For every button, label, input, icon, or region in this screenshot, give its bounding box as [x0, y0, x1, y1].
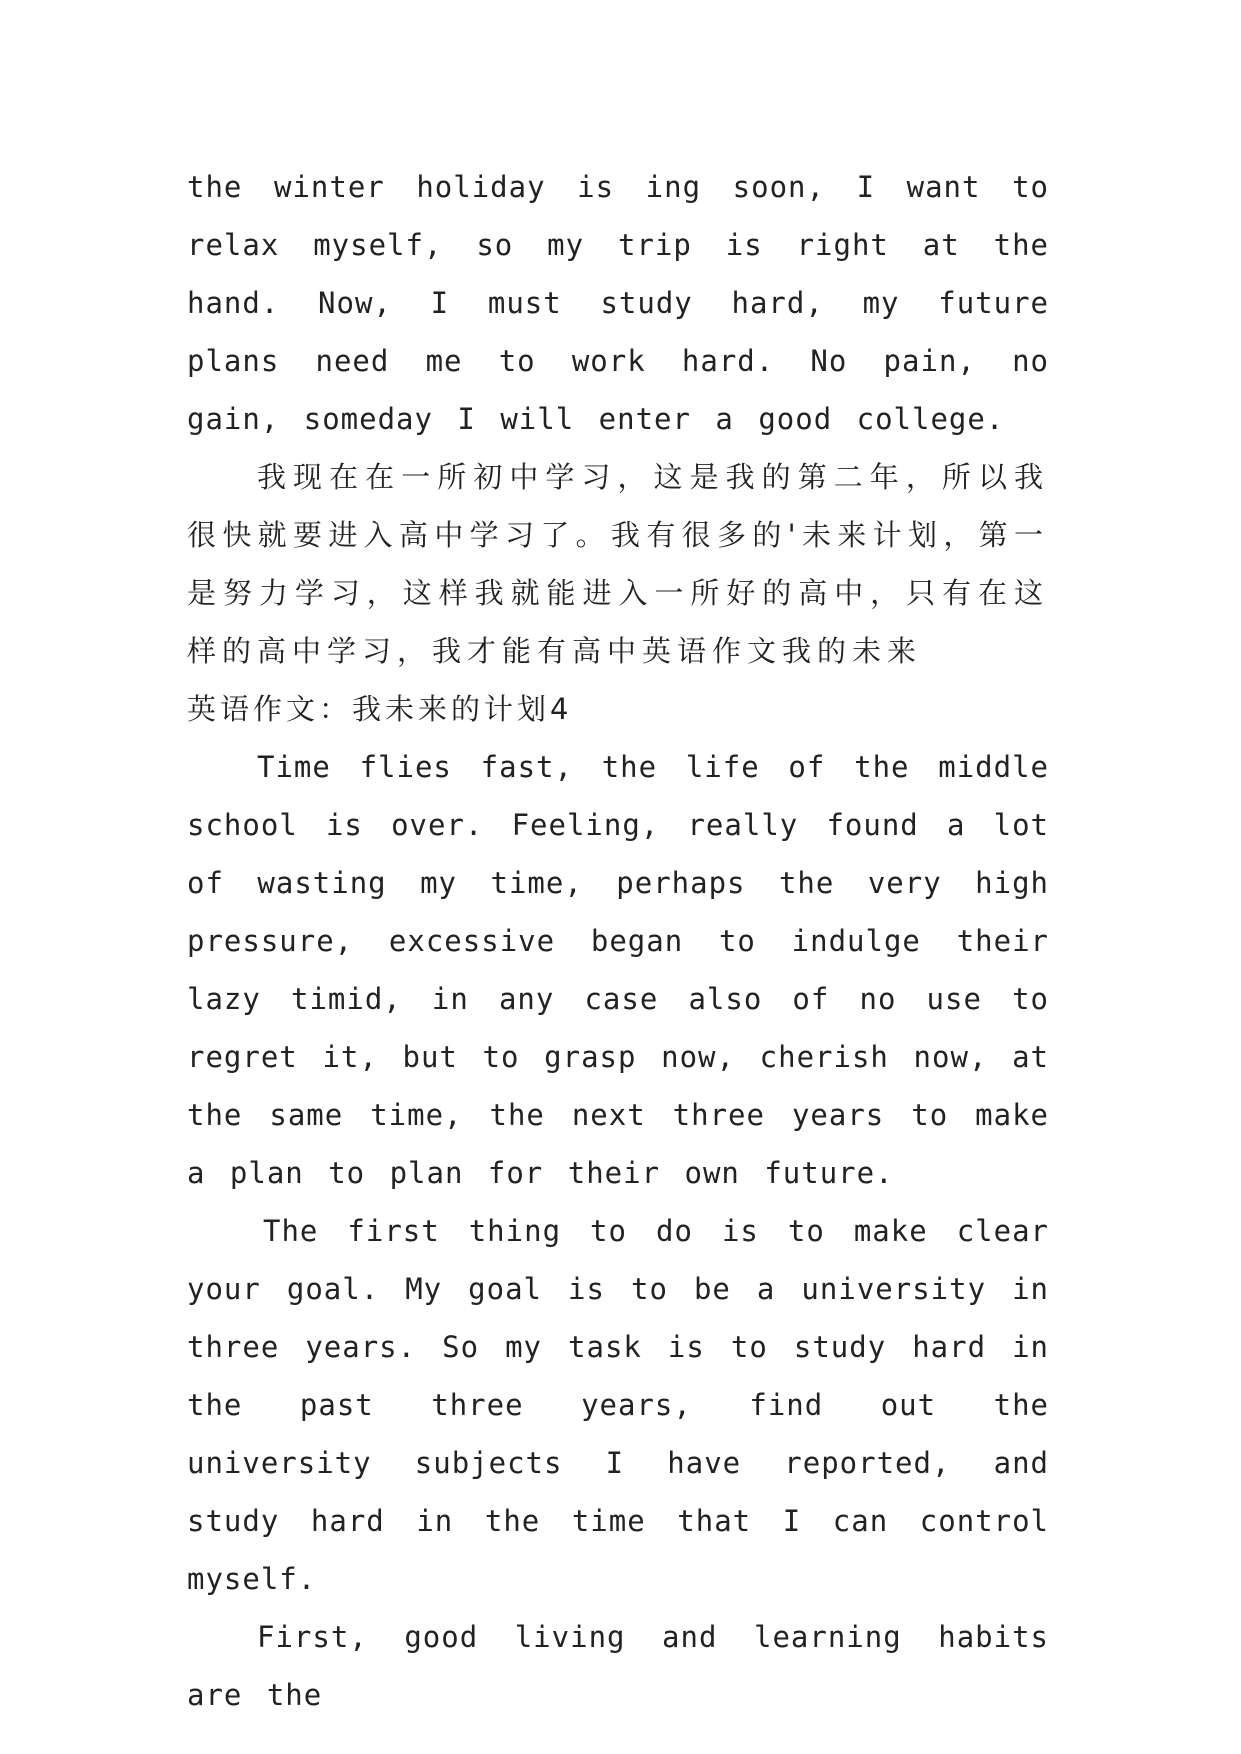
document-body [187, 158, 1049, 1724]
section-heading: 英语作文：我未来的计划4 [187, 692, 573, 726]
paragraph-good-habits: First, good living and learning habits are the [187, 1620, 1049, 1712]
paragraph-time-flies: Time flies fast, the life of the middle school is over. Feeling, really found a lot of wasting my time, perhaps the very high pressure, excessive began to indulge their lazy timid, in any case also of no use to regret it, but to grasp now, cherish now, at the same time, the next three years to make a plan to plan for their own future. [187, 750, 1049, 1190]
paragraph-winter-holiday: the winter holiday is ing soon, I want to relax myself, so my trip is right at the hand. Now, I must study hard, my future plans need me to work hard. No pain, no gain, someday I will enter a good college. [187, 170, 1049, 436]
paragraph-chinese-middle-school: 我现在在一所初中学习，这是我的第二年，所以我很快就要进入高中学习了。我有很多的'未来计划，第一是努力学习，这样我就能进入一所好的高中，只有在这样的高中学习，我才能有高中英语作文我的未来 [187, 460, 1049, 668]
paragraph-first-thing: The first thing to do is to make clear your goal. My goal is to be a university in three years. So my task is to study hard in the past three years, find out the university subjects I have reported, and study hard in the time that I can control myself. [187, 1214, 1049, 1596]
